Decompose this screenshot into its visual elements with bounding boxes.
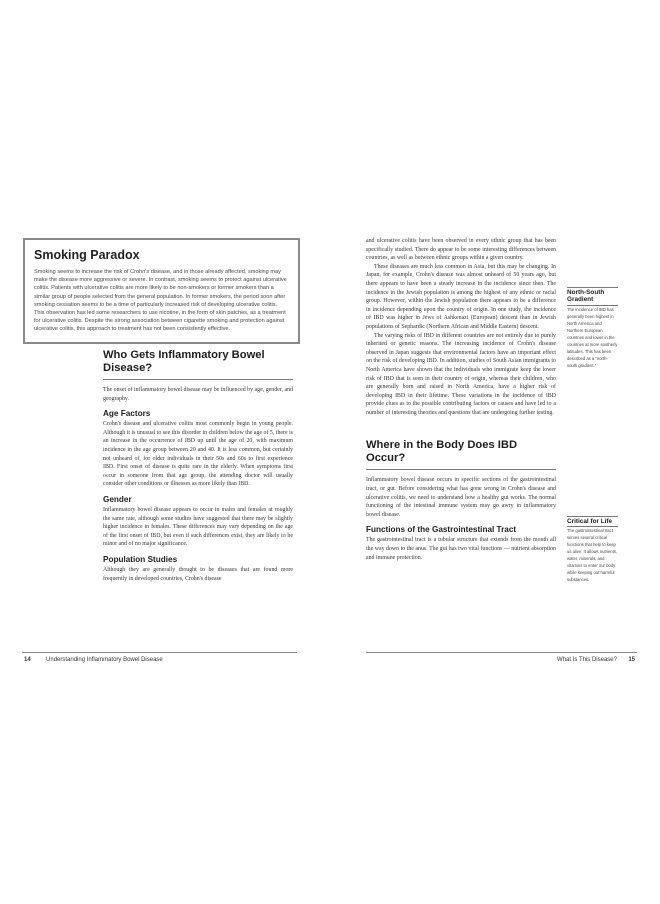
- critical-for-life-sidebar: [567, 516, 618, 583]
- left-page-column: [103, 349, 293, 583]
- right-paragraph-1: and ulcerative colitis have been observed in every ethnic group that has been specifically studied. There do appear to be some interesting differences between countries, as well as between ethnic groups within a given country.: [366, 238, 556, 262]
- right-page-number: 15: [628, 657, 635, 663]
- north-south-sidebar: [567, 287, 618, 369]
- sidebar-rule: [567, 516, 618, 517]
- left-footer: [24, 657, 163, 663]
- critical-for-life-title: Critical for Life: [567, 518, 613, 525]
- left-footer-rule: [22, 652, 297, 653]
- right-page-column: [366, 237, 556, 562]
- north-south-text: The incidence of IBD has generally been highest in North America and Northern European countries and lower in the countries at more southerly latitudes. This has been described as a "north-south gradient.": [567, 306, 618, 368]
- gender-heading: Gender: [103, 494, 132, 504]
- population-studies-heading: Population Studies: [103, 554, 178, 564]
- critical-for-life-text: The gastrointestinal tract serves several critical functions that help to keep us alive. It allows nutrients, water, minerals, and vitamins to enter our body while keeping out harmful substances.: [567, 528, 618, 583]
- left-page-number: 14: [24, 657, 31, 663]
- sidebar-rule: [567, 287, 618, 288]
- age-factors-heading: Age Factors: [103, 409, 151, 419]
- where-in-body-heading: Where in the Body Does IBD Occur?: [366, 439, 518, 465]
- gender-text: Inflammatory bowel disease appears to occur in males and females at roughly the same rate, although some studies have suggested that there may be slightly higher incidence in females. These differences may vary depending on the age of the first onset of IBD, but even if such differences exist, they are likely to be minor and of no major significance.: [103, 506, 293, 548]
- right-running-title: What Is This Disease?: [557, 657, 617, 663]
- right-footer-rule: [366, 652, 637, 653]
- smoking-paradox-title: Smoking Paradox: [34, 248, 140, 262]
- heading-rule: [103, 379, 293, 380]
- population-studies-text: Although they are generally thought to be diseases that are found more frequently in developed countries, Crohn's disease: [103, 566, 293, 582]
- gi-functions-text: The gastrointestinal tract is a tubular structure that extends from the mouth all the way down to the anus. The gut has two vital functions — nutrient absorption and immune protection.: [366, 537, 556, 561]
- right-paragraph-3: The varying risks of IBD in different countries are not entirely due to purely inherited or genetic reasons. The increasing incidence of Crohn's disease observed in Japan suggests that environmental factors have an important effect on the risk of developing IBD. In addition, studies of South Asian immigrants to North America have shown that the individuals who immigrate keep the lower risk of IBD that is seen in their country of origin, whereas their children, who are generally born and raised in North America, have a higher risk of developing IBD in their lifetime. These variations in the incidence of IBD provide clues as to the possible contributing factors or causes and have led to a number of interesting theories and questions that are undergoing further testing.: [366, 332, 556, 416]
- north-south-title: North-South Gradient: [567, 289, 605, 304]
- who-gets-intro: The onset of inflammatory bowel disease may be influenced by age, gender, and geography.: [103, 387, 293, 402]
- who-gets-ibd-heading: Who Gets Inflammatory Bowel Disease?: [103, 349, 265, 374]
- right-paragraph-2: These diseases are much less common in Asia, but this may be changing. In Japan, for example, Crohn's disease was almost unheard of 50 years ago, but there appears to have been a steady increase in the incidence since then. The incidence in the Jewish population is among the highest of any ethnic or racial group. However, within the Jewish population there appears to be a difference in incidence depending upon the country of origin. In one study, the incidence of IBD was higher in Jews of Ashkenazi (European) descent than in Jewish populations of Sephardic (Northern African and Middle Eastern) descent.: [366, 263, 556, 330]
- left-running-title: Understanding Inflammatory Bowel Disease: [46, 657, 163, 663]
- gi-functions-heading: Functions of the Gastrointestinal Tract: [366, 525, 517, 535]
- right-footer: [555, 657, 635, 663]
- smoking-paradox-box: [23, 238, 300, 344]
- age-factors-text: Crohn's disease and ulcerative colitis most commonly begin in young people. Although it is unusual to see this disorder in children below the age of 5, there is an increase in the occurrence of IBD up until the age of 20, with maximum incidence in the age group between 20 and 40. It is less common, but certainly not unheard of, for older individuals in their 50s and 60s to first experience IBD. First onset of disease is quite rare in the elderly. When symptoms first occur in someone from that age group, the attending doctor will usually consider other conditions or illnesses as more likely than IBD.: [103, 421, 293, 488]
- where-in-body-intro: Inflammatory bowel disease occurs in specific sections of the gastrointestinal tract, or gut. Before considering what has gone wrong in Crohn's disease and ulcerative colitis, we need to understand how a healthy gut works. The normal functioning of the intestinal immune system may go awry in inflammatory bowel disease.: [366, 477, 556, 518]
- heading-rule: [366, 469, 556, 470]
- smoking-paradox-text: Smoking seems to increase the risk of Crohn's disease, and in those already affected, smoking may make the disease more aggressive or severe. In contrast, smoking seems to protect against ulcerative colitis. Patients with ulcerative colitis are more likely to be non-smokers or former smokers than a similar group of people selected from the general population. In former smokers, the period soon after smoking cessation seems to be a time of particularly increased risk of developing ulcerative colitis. This observation has led some researchers to use nicotine, in the form of skin patches, as a treatment for ulcerative colitis. Despite the strong association between cigarette smoking and protection against ulcerative colitis, this approach to treatment has not been consistently effective.: [34, 269, 287, 333]
